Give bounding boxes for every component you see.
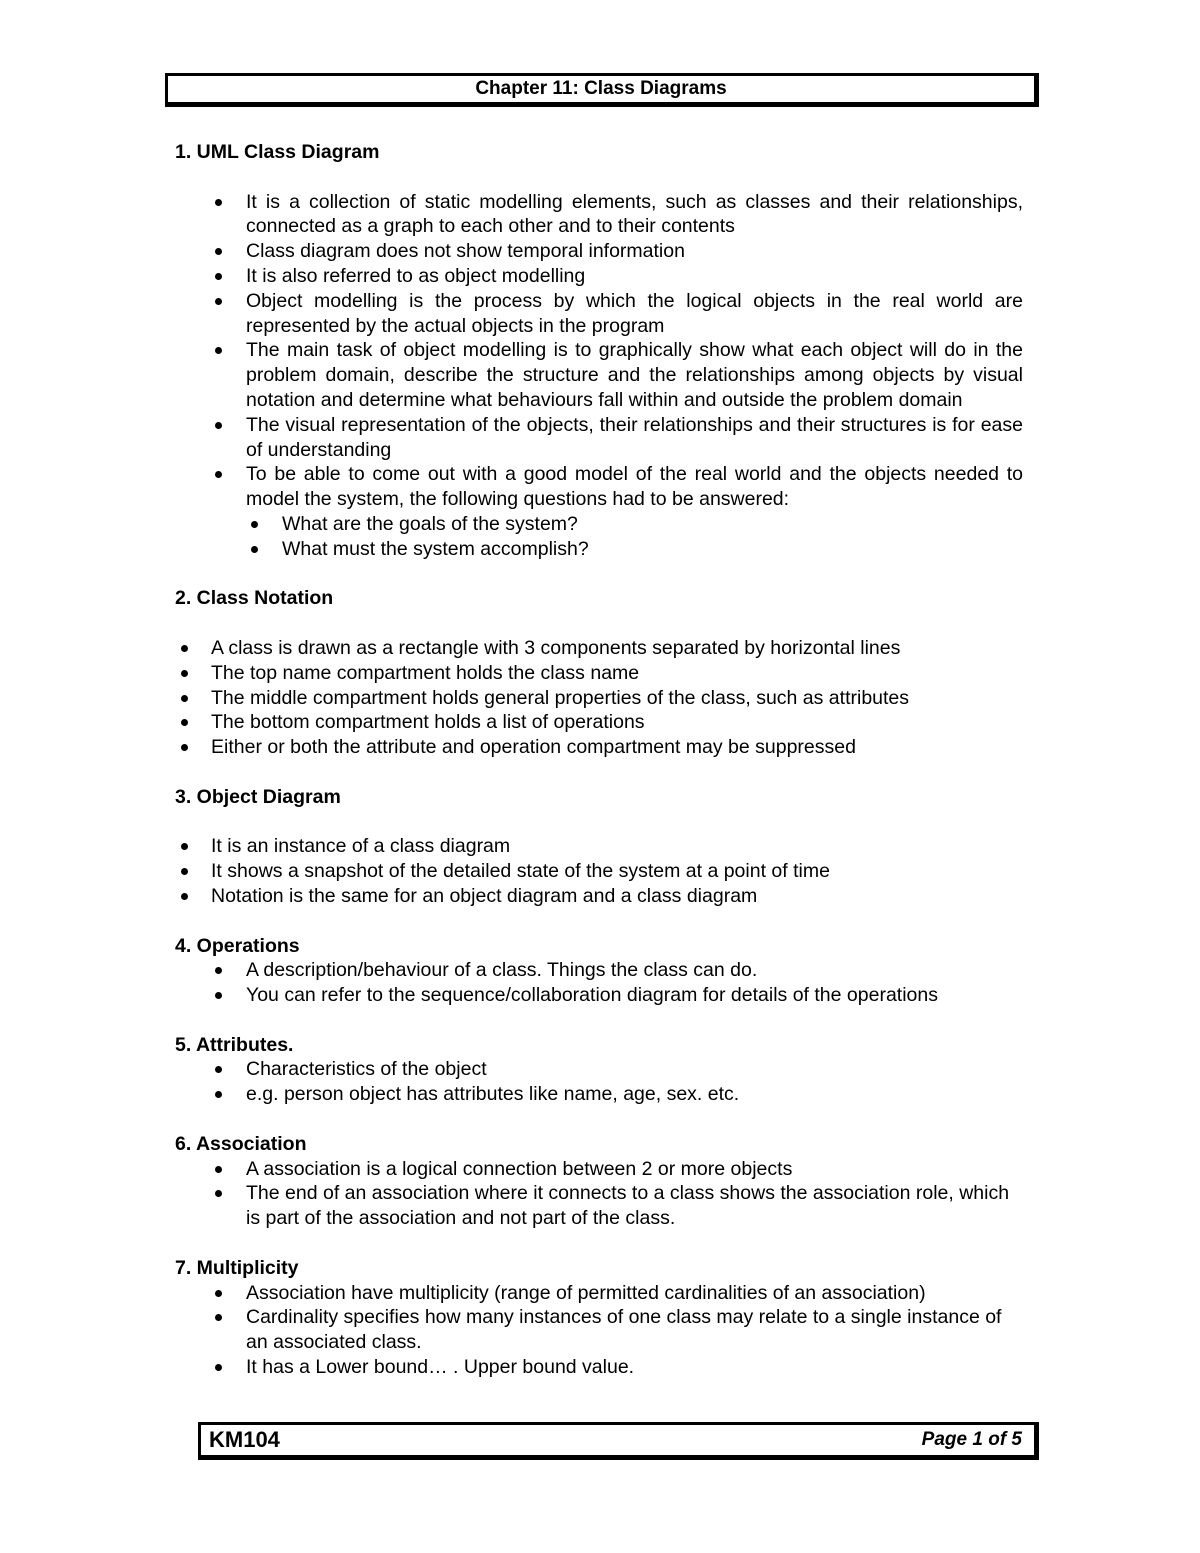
list-item: The end of an association where it connects to a class shows the association role, which is part of the association and not part of the class. — [175, 1181, 1023, 1231]
section-heading: 1. UML Class Diagram — [175, 141, 380, 163]
list-item: It shows a snapshot of the detailed state of the system at a point of time — [175, 859, 1023, 884]
course-code: KM104 — [209, 1427, 280, 1452]
bullet-list — [175, 1157, 1023, 1231]
bullet-list — [175, 834, 1023, 908]
list-item: To be able to come out with a good model of the real world and the objects needed to model the system, the following questions had to be answered: — [175, 462, 1023, 512]
bullet-list — [175, 958, 1023, 1008]
document-body — [175, 140, 1023, 1405]
list-item: A association is a logical connection between 2 or more objects — [175, 1157, 1023, 1182]
list-item: Cardinality specifies how many instances of one class may relate to a single instance of an associated class. — [175, 1305, 1023, 1355]
bullet-list — [175, 190, 1023, 512]
page-number: Page 1 of 5 — [921, 1429, 1022, 1450]
section-multiplicity — [175, 1256, 1023, 1380]
list-item: Object modelling is the process by which the logical objects in the real world are represented by the actual objects in the program — [175, 289, 1023, 339]
list-item: You can refer to the sequence/collaboration diagram for details of the operations — [175, 983, 1023, 1008]
section-heading: 7. Multiplicity — [175, 1256, 299, 1279]
list-item: What are the goals of the system? — [175, 512, 1023, 537]
list-item: It is also referred to as object modelling — [175, 264, 1023, 289]
list-item: Notation is the same for an object diagram and a class diagram — [175, 884, 1023, 909]
bullet-list — [175, 1281, 1023, 1380]
list-item: e.g. person object has attributes like name, age, sex. etc. — [175, 1082, 1023, 1107]
list-item: A class is drawn as a rectangle with 3 components separated by horizontal lines — [175, 636, 1023, 661]
list-item: A description/behaviour of a class. Things the class can do. — [175, 958, 1023, 983]
list-item: Association have multiplicity (range of permitted cardinalities of an association) — [175, 1281, 1023, 1306]
section-heading: 5. Attributes. — [175, 1033, 294, 1056]
list-item: Characteristics of the object — [175, 1057, 1023, 1082]
list-item: What must the system accomplish? — [175, 537, 1023, 562]
bullet-list — [175, 636, 1023, 760]
list-item: It is an instance of a class diagram — [175, 834, 1023, 859]
list-item: The middle compartment holds general properties of the class, such as attributes — [175, 686, 1023, 711]
list-item: It is a collection of static modelling elements, such as classes and their relationships, connected as a graph to each other and to their contents — [175, 190, 1023, 240]
section-object-diagram — [175, 785, 1023, 909]
list-item: The top name compartment holds the class name — [175, 661, 1023, 686]
bullet-list — [175, 1057, 1023, 1107]
sub-bullet-list — [175, 512, 1023, 562]
list-item: It has a Lower bound… . Upper bound value. — [175, 1355, 1023, 1380]
list-item: The bottom compartment holds a list of operations — [175, 710, 1023, 735]
section-uml-class-diagram — [175, 140, 1023, 562]
list-item: Class diagram does not show temporal information — [175, 239, 1023, 264]
section-class-notation — [175, 586, 1023, 760]
chapter-title: Chapter 11: Class Diagrams — [165, 73, 1039, 107]
list-item: Either or both the attribute and operation compartment may be suppressed — [175, 735, 1023, 760]
section-attributes — [175, 1033, 1023, 1107]
list-item: The visual representation of the objects, their relationships and their structures is for ease of understanding — [175, 413, 1023, 463]
list-item: The main task of object modelling is to graphically show what each object will do in the problem domain, describe the structure and the relationships among objects by visual notation and determine what behaviours fall within and outside the problem domain — [175, 338, 1023, 412]
section-heading: 2. Class Notation — [175, 587, 334, 610]
section-association — [175, 1132, 1023, 1231]
section-heading: 4. Operations — [175, 934, 300, 957]
section-heading: 6. Association — [175, 1132, 307, 1155]
page-footer — [198, 1422, 1039, 1460]
section-heading: 3. Object Diagram — [175, 785, 341, 808]
section-operations — [175, 934, 1023, 1008]
